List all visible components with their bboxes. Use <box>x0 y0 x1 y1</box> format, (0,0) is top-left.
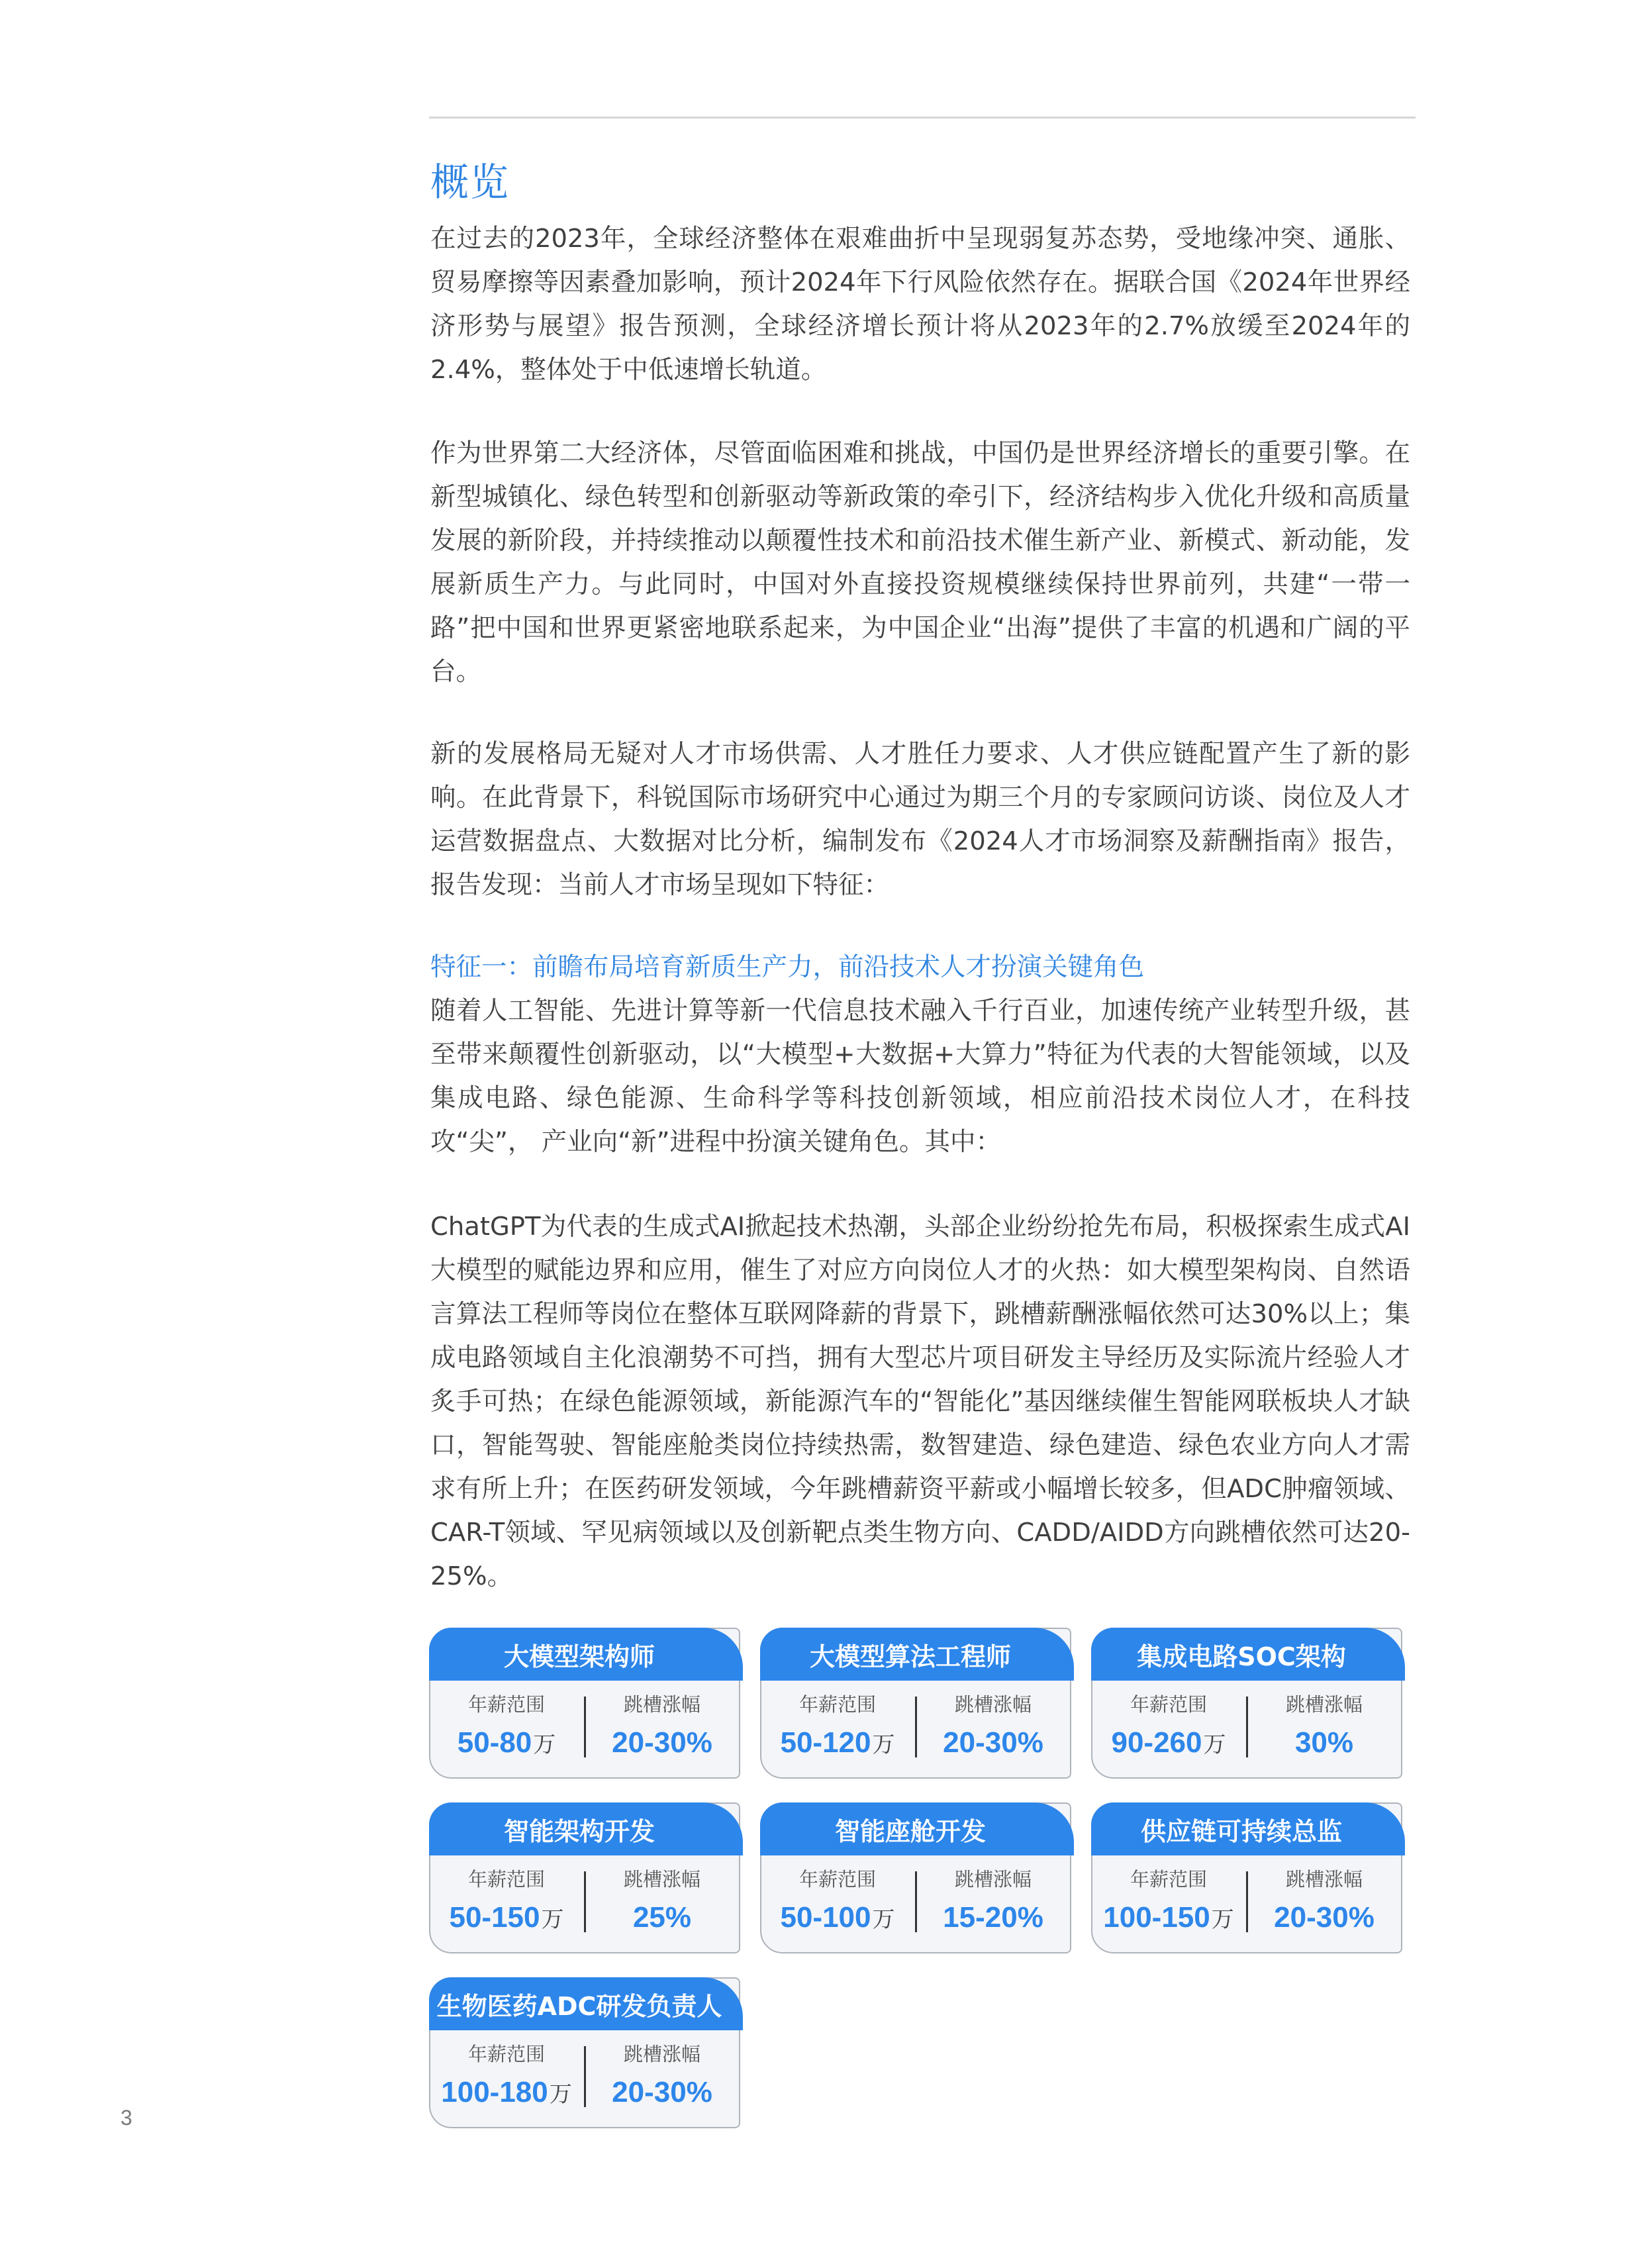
raise-label: 跳槽涨幅 <box>623 2043 700 2065</box>
job-card <box>429 1802 740 1953</box>
job-card <box>760 1628 1071 1779</box>
raise-label: 跳槽涨幅 <box>1285 1693 1363 1716</box>
feature-1-paragraph-2: ChatGPT为代表的生成式AI掀起技术热潮，头部企业纷纷抢先布局，积极探索生成式AI大模型的赋能边界和应用，催生了对应方向岗位人才的火热：如大模型架构岗、自然语言算法工程师等岗位在整体互联网降薪的背景下，跳槽薪酬涨幅依然可达30%以上；集成电路领域自主化浪潮势不可挡，拥有大型芯片项目研发主导经历及实际流片经验人才炙手可热；在绿色能源领域，新能源汽车的“智能化”基因继续催生智能网联板块人才缺口，智能驾驶、智能座舱类岗位持续热需，数智建造、绿色建造、绿色农业方向人才需求有所上升；在医药研发领域，今年跳槽薪资平薪或小幅增长较多，但ADC肿瘤领域、CAR-T领域、罕见病领域以及创新靶点类生物方向、CADD/AIDD方向跳槽依然可达20-25%。 <box>430 1212 1410 1591</box>
salary-label: 年薪范围 <box>467 1693 545 1716</box>
overview-paragraph-1: 在过去的2023年，全球经济整体在艰难曲折中呈现弱复苏态势，受地缘冲突、通胀、贸易摩擦等因素叠加影响，预计2024年下行风险依然存在。据联合国《2024年世界经济形势与展望》报告预测，全球经济增长预计将从2023年的2.7%放缓至2024年的2.4%，整体处于中低速增长轨道。 <box>430 224 1410 385</box>
job-card-title: 生物医药ADC研发负责人 <box>429 1977 743 2030</box>
overview-paragraph-2: 作为世界第二大经济体，尽管面临困难和挑战，中国仍是世界经济增长的重要引擎。在新型城镇化、绿色转型和创新驱动等新政策的牵引下，经济结构步入优化升级和高质量发展的新阶段，并持续推动以颠覆性技术和前沿技术催生新产业、新模式、新动能，发展新质生产力。与此同时，中国对外直接投资规模继续保持世界前列，共建“一带一路”把中国和世界更紧密地联系起来，为中国企业“出海”提供了丰富的机遇和广阔的平台。 <box>430 438 1410 687</box>
salary-value: 50-120万 <box>780 1726 895 1759</box>
raise-label: 跳槽涨幅 <box>623 1693 700 1716</box>
job-card <box>760 1802 1071 1953</box>
salary-value: 100-150万 <box>1103 1901 1234 1934</box>
job-card <box>429 1977 740 2128</box>
feature-1-paragraph-1: 随着人工智能、先进计算等新一代信息技术融入千行百业，加速传统产业转型升级，甚至带来颠覆性创新驱动，以“大模型+大数据+大算力”特征为代表的大智能领域，以及集成电路、绿色能源、生命科学等科技创新领域，相应前沿技术岗位人才，在科技攻“尖”， 产业向“新”进程中扮演关键角色。其中： <box>430 996 1410 1157</box>
top-divider <box>429 117 1416 119</box>
salary-label: 年薪范围 <box>798 1693 876 1716</box>
overview-paragraph-3: 新的发展格局无疑对人才市场供需、人才胜任力要求、人才供应链配置产生了新的影响。在此背景下，科锐国际市场研究中心通过为期三个月的专家顾问访谈、岗位及人才运营数据盘点、大数据对比分析，编制发布《2024人才市场洞察及薪酬指南》报告，报告发现：当前人才市场呈现如下特征： <box>430 739 1410 900</box>
raise-value: 20-30% <box>1274 1901 1375 1934</box>
job-card-title: 供应链可持续总监 <box>1091 1802 1405 1855</box>
salary-label: 年薪范围 <box>1130 1693 1207 1716</box>
feature-1-title: 特征一：前瞻布局培育新质生产力，前沿技术人才扮演关键角色 <box>430 952 1145 982</box>
raise-label: 跳槽涨幅 <box>623 1868 700 1891</box>
salary-value: 50-100万 <box>780 1901 895 1934</box>
raise-label: 跳槽涨幅 <box>954 1868 1032 1891</box>
raise-label: 跳槽涨幅 <box>1285 1868 1363 1891</box>
raise-label: 跳槽涨幅 <box>954 1693 1032 1716</box>
salary-value: 50-80万 <box>457 1726 556 1759</box>
job-card <box>1091 1802 1402 1953</box>
raise-value: 20-30% <box>612 1726 712 1759</box>
job-card-title: 智能座舱开发 <box>760 1802 1074 1855</box>
salary-value: 90-260万 <box>1111 1726 1226 1759</box>
salary-label: 年薪范围 <box>467 2043 545 2065</box>
salary-value: 50-150万 <box>449 1901 564 1934</box>
raise-value: 25% <box>632 1901 692 1934</box>
salary-value: 100-180万 <box>441 2076 572 2108</box>
salary-label: 年薪范围 <box>798 1868 876 1891</box>
job-card-title: 智能架构开发 <box>429 1802 743 1855</box>
salary-label: 年薪范围 <box>467 1868 545 1891</box>
raise-value: 20-30% <box>612 2076 712 2108</box>
raise-value: 20-30% <box>943 1726 1043 1759</box>
raise-value: 30% <box>1294 1726 1354 1759</box>
salary-label: 年薪范围 <box>1130 1868 1207 1891</box>
job-card-title: 集成电路SOC架构 <box>1091 1628 1405 1681</box>
raise-value: 15-20% <box>943 1901 1043 1934</box>
job-card <box>1091 1628 1402 1779</box>
section-heading: 概览 <box>430 160 510 205</box>
job-card <box>429 1628 740 1779</box>
job-card-title: 大模型算法工程师 <box>760 1628 1074 1681</box>
job-card-title: 大模型架构师 <box>429 1628 743 1681</box>
page-number: 3 <box>121 2106 132 2130</box>
